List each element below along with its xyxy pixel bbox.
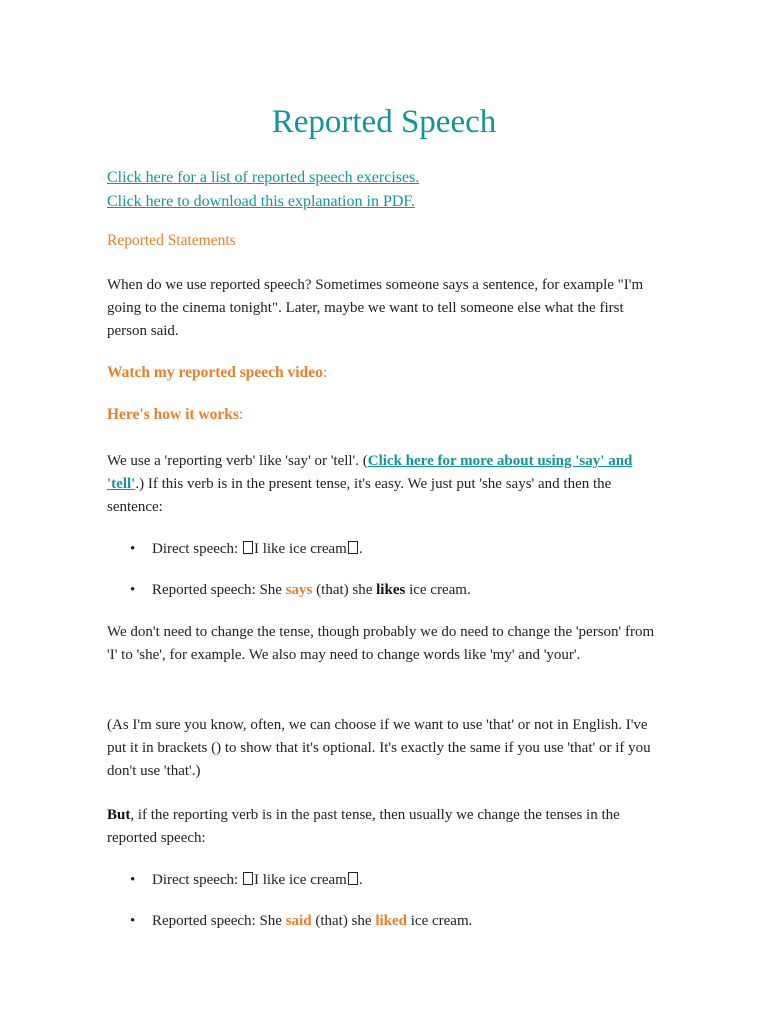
missing-glyph-icon	[243, 541, 253, 554]
but-bold: But	[107, 807, 131, 823]
reported-label: Reported speech: She	[152, 582, 286, 598]
tense-paragraph: We don't need to change the tense, though probably we do need to change the 'person' from 'I' to 'she', for example. We also may need to change words like 'my' and 'your'.	[107, 624, 655, 663]
reported-label: Reported speech: She	[152, 913, 286, 929]
para2-prefix: We use a 'reporting verb' like 'say' or 'tell'. (	[107, 453, 368, 469]
how-it-works-heading	[107, 406, 667, 424]
missing-glyph-icon	[243, 872, 253, 885]
bullet-dot: •	[130, 582, 136, 598]
how-heading-colon: :	[238, 406, 244, 423]
para5-rest: , if the reporting verb is in the past tense, then usually we change the tenses in the reported speech:	[107, 807, 620, 846]
direct-text: I like ice cream	[253, 541, 347, 557]
missing-glyph-icon	[348, 872, 358, 885]
direct-end: .	[358, 541, 363, 557]
that-optional-paragraph: (As I'm sure you know, often, we can choose if we want to use 'that' or not in English. I've put it in brackets () to show that it's optional. It's exactly the same if you use 'that' or if you don't use 'that'.)	[107, 717, 651, 779]
video-heading-colon: :	[322, 364, 328, 381]
pdf-download-link[interactable]: Click here to download this explanation in PDF.	[107, 193, 416, 210]
para2-suffix: .) If this verb is in the present tense, it's easy. We just put 'she says' and then the sentence:	[107, 476, 612, 515]
reported-end: ice cream.	[407, 913, 473, 929]
page-title: Reported Speech	[271, 104, 497, 140]
reported-mid: (that) she	[311, 913, 376, 929]
bullet-text	[152, 538, 363, 560]
likes-bold: likes	[376, 582, 406, 598]
how-heading-text: Here's how it works	[107, 406, 239, 423]
reporting-verb-paragraph	[107, 450, 667, 519]
bullet-dot: •	[130, 872, 136, 888]
video-heading	[107, 364, 667, 382]
liked-highlight: liked	[375, 913, 407, 929]
bullet-dot: •	[130, 913, 136, 929]
reported-mid: (that) she	[312, 582, 377, 598]
missing-glyph-icon	[348, 541, 358, 554]
past-tense-paragraph	[107, 804, 667, 850]
says-highlight: says	[285, 582, 313, 598]
bullet-text	[152, 910, 472, 932]
bullet-text	[152, 869, 363, 891]
reported-statements-heading: Reported Statements	[107, 232, 236, 249]
exercises-link[interactable]: Click here for a list of reported speech exercises.	[107, 169, 420, 186]
said-highlight: said	[285, 913, 312, 929]
intro-paragraph: When do we use reported speech? Sometimes someone says a sentence, for example "I'm going to the cinema tonight". Later, maybe we want to tell someone else what the first person said.	[107, 277, 644, 339]
direct-text: I like ice cream	[253, 872, 347, 888]
say-tell-link[interactable]: Click here for more about using 'say' and 'tell'	[107, 453, 633, 492]
video-heading-text: Watch my reported speech video	[107, 364, 323, 381]
direct-label: Direct speech:	[152, 872, 242, 888]
link-list	[107, 166, 419, 214]
reported-end: ice cream.	[405, 582, 471, 598]
bullet-text	[152, 579, 471, 601]
direct-label: Direct speech:	[152, 541, 242, 557]
direct-end: .	[358, 872, 363, 888]
bullet-dot: •	[130, 541, 136, 557]
